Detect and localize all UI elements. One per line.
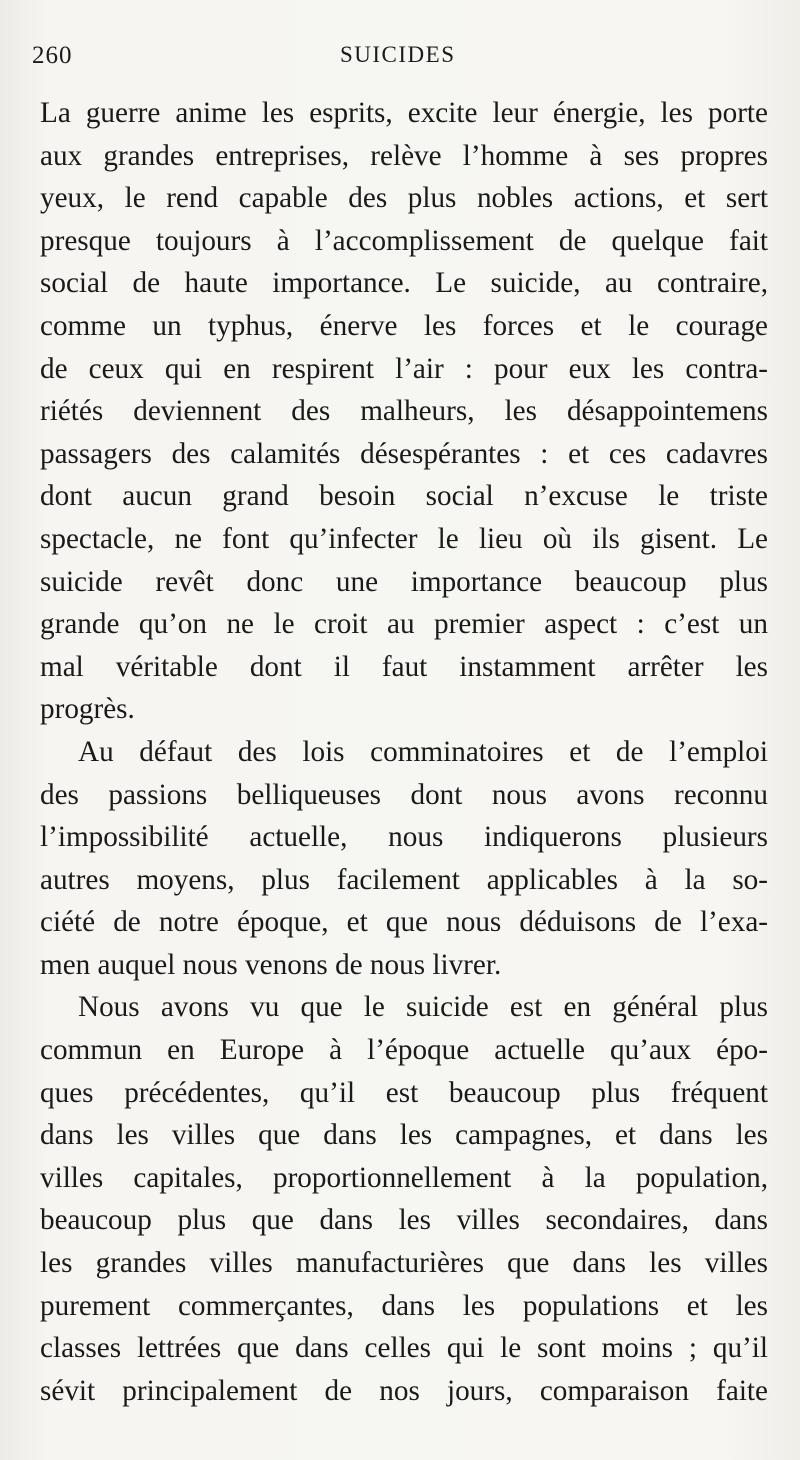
text-line: presque toujours à l’accomplissement de quelque fait <box>40 224 768 257</box>
text-line: suicide revêt donc une importance beaucoup plus <box>40 565 768 598</box>
text-line: comme un typhus, énerve les forces et le courage <box>40 309 768 342</box>
page-header <box>32 42 760 76</box>
text-line: les grandes villes manufacturières que dans les villes <box>40 1247 768 1280</box>
text-line: progrès. <box>40 693 135 726</box>
text-line: Au défaut des lois comminatoires et de l’emploi <box>78 735 768 768</box>
body-text <box>40 92 768 1412</box>
text-line: beaucoup plus que dans les villes secondaires, dans <box>40 1204 768 1237</box>
text-line: sévit principalement de nos jours, comparaison faite <box>40 1374 768 1407</box>
text-line: riétés deviennent des malheurs, les désappointemens <box>40 395 768 428</box>
running-head: SUICIDES <box>340 42 456 67</box>
text-line: men auquel nous venons de nous livrer. <box>40 948 502 981</box>
text-line: purement commerçantes, dans les populations et les <box>40 1289 768 1322</box>
text-line: ques précédentes, qu’il est beaucoup plus fréquent <box>40 1076 768 1109</box>
text-line: grande qu’on ne le croit au premier aspect : c’est un <box>40 608 768 641</box>
text-line: La guerre anime les esprits, excite leur énergie, les porte <box>40 97 768 129</box>
text-line: de ceux qui en respirent l’air : pour eux les contra- <box>40 352 768 385</box>
text-line: commun en Europe à l’époque actuelle qu’aux épo- <box>40 1034 768 1067</box>
text-line: passagers des calamités désespérantes : et ces cadavres <box>40 437 768 470</box>
text-line: aux grandes entreprises, relève l’homme à ses propres <box>40 139 768 172</box>
text-line: l’impossibilité actuelle, nous indiquerons plusieurs <box>40 821 768 854</box>
paragraph-3 <box>40 986 768 1412</box>
paragraph-2 <box>40 731 768 987</box>
page-number: 260 <box>32 42 73 69</box>
text-line: ciété de notre époque, et que nous déduisons de l’exa- <box>40 906 768 939</box>
text-line: yeux, le rend capable des plus nobles actions, et sert <box>40 182 768 215</box>
text-line: villes capitales, proportionnellement à la population, <box>40 1161 768 1194</box>
text-line: classes lettrées que dans celles qui le sont moins ; qu’il <box>40 1332 768 1365</box>
paragraph-1 <box>40 92 768 731</box>
text-line: mal véritable dont il faut instamment arrêter les <box>40 650 768 683</box>
text-line: spectacle, ne font qu’infecter le lieu où ils gisent. Le <box>40 522 768 555</box>
text-line: dans les villes que dans les campagnes, et dans les <box>40 1119 768 1152</box>
text-line: autres moyens, plus facilement applicables à la so- <box>40 863 768 896</box>
text-line: Nous avons vu que le suicide est en général plus <box>78 991 768 1024</box>
text-line: des passions belliqueuses dont nous avons reconnu <box>40 778 768 811</box>
text-line: dont aucun grand besoin social n’excuse le triste <box>40 480 768 513</box>
text-line: social de haute importance. Le suicide, au contraire, <box>40 267 768 300</box>
